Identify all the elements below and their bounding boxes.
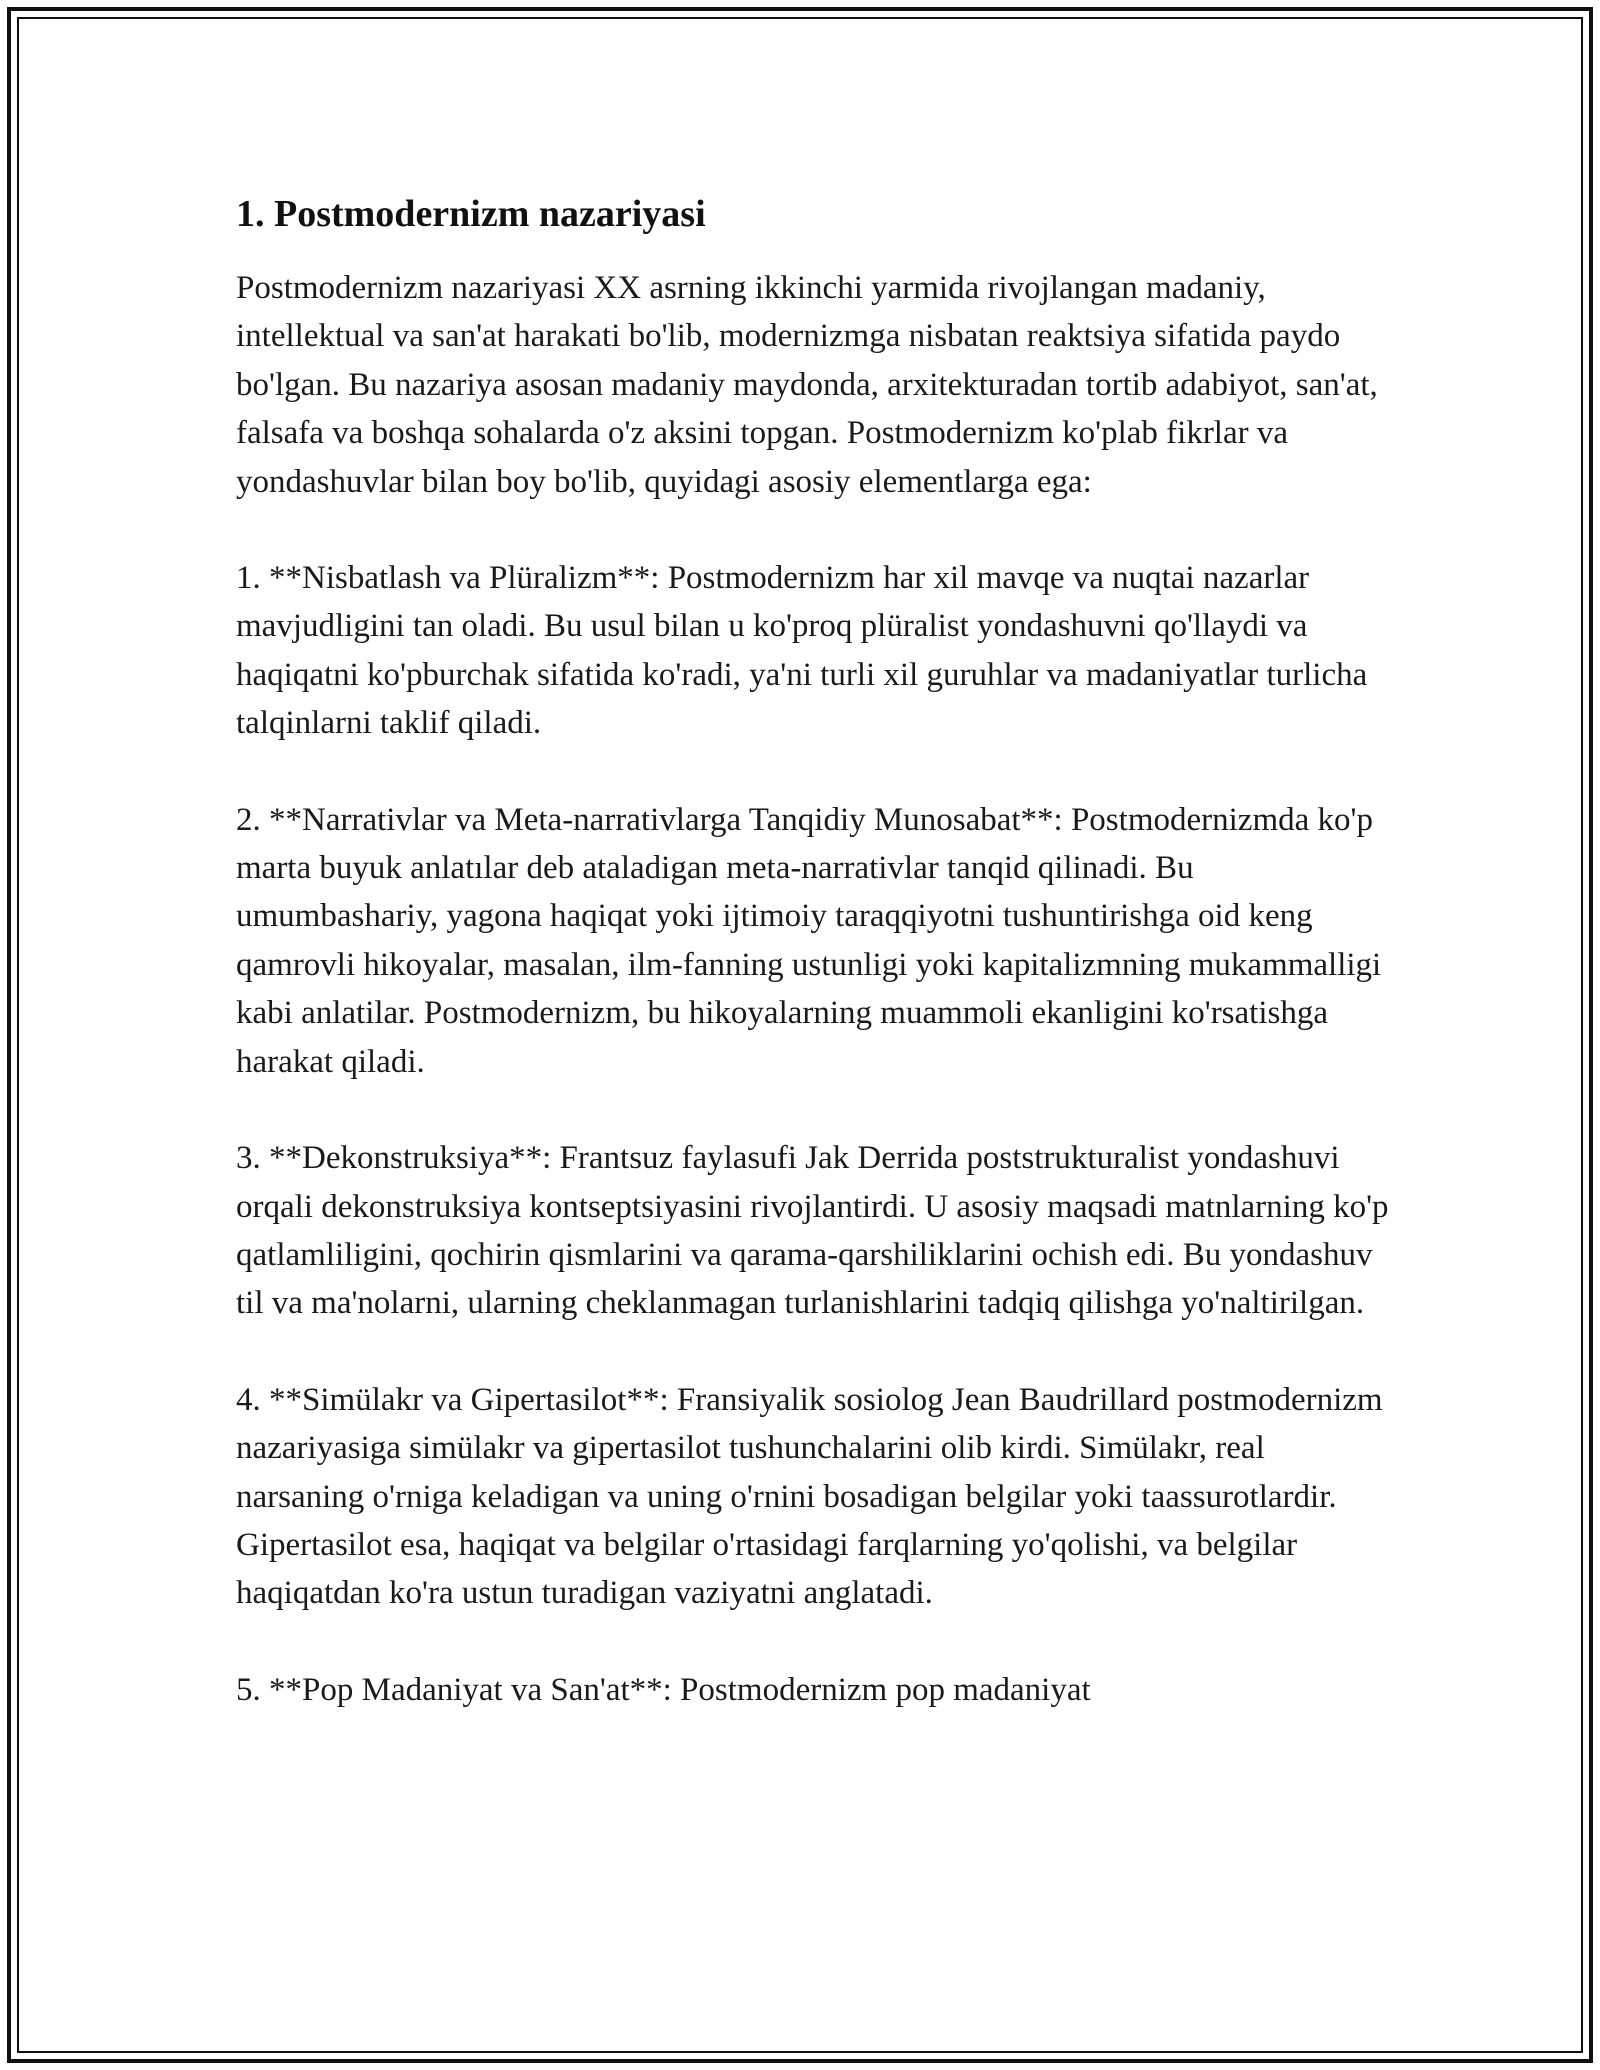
list-item-pop-culture: 5. **Pop Madaniyat va San'at**: Postmodernizm pop madaniyat <box>236 1671 1091 1708</box>
list-item-deconstruction: 3. **Dekonstruksiya**: Frantsuz faylasufi Jak Derrida poststrukturalist yondashuvi orqali dekonstruksiya kontseptsiyasini rivojlantirdi. U asosiy maqsadi matnlarning ko'p qatlamliligini, qochirin qismlarini va qarama-qarshiliklarini ochish edi. Bu yondashuv til va ma'nolarni, ularning cheklanmagan turlanishlarini tadqiq qilishga yo'naltirilgan. <box>236 1140 1389 1322</box>
section-heading: 1. Postmodernizm nazariyasi <box>236 193 706 235</box>
list-item-pluralism: 1. **Nisbatlash va Plüralizm**: Postmodernizm har xil mavqe va nuqtai nazarlar mavjudligini tan oladi. Bu usul bilan u ko'proq plüralist yondashuvni qo'llaydi va haqiqatni ko'pburchak sifatida ko'radi, ya'ni turli xil guruhlar va madaniyatlar turlicha talqinlarni taklif qiladi. <box>236 560 1368 742</box>
list-item-simulacra: 4. **Simülakr va Gipertasilot**: Fransiyalik sosiolog Jean Baudrillard postmodernizm nazariyasiga simülakr va gipertasilot tushunchalarini olib kirdi. Simülakr, real narsaning o'rniga keladigan va uning o'rnini bosadigan belgilar yoki taassurotlardir. Gipertasilot esa, haqiqat va belgilar o'rtasidagi farqlarning yo'qolishi, va belgilar haqiqatdan ko'ra ustun turadigan vaziyatni anglatadi. <box>236 1381 1383 1612</box>
list-item-metanarratives: 2. **Narrativlar va Meta-narrativlarga Tanqidiy Munosabat**: Postmodernizmda ko'p marta buyuk anlatılar deb ataladigan meta-narrativlar tanqid qilinadi. Bu umumbashariy, yagona haqiqat yoki ijtimoiy taraqqiyotni tushuntirishga oid keng qamrovli hikoyalar, masalan, ilm-fanning ustunligi yoki kapitalizmning mukammalligi kabi anlatilar. Postmodernizm, bu hikoyalarning muammoli ekanligini ko'rsatishga harakat qiladi. <box>236 801 1382 1080</box>
intro-paragraph: Postmodernizm nazariyasi XX asrning ikkinchi yarmida rivojlangan madaniy, intellektual va san'at harakati bo'lib, modernizmga nisbatan reaktsiya sifatida paydo bo'lgan. Bu nazariya asosan madaniy maydonda, arxitekturadan tortib adabiyot, san'at, falsafa va boshqa sohalarda o'z aksini topgan. Postmodernizm ko'plab fikrlar va yondashuvlar bilan boy bo'lib, quyidagi asosiy elementlarga ega: <box>236 270 1378 500</box>
document-body <box>236 190 1396 1762</box>
